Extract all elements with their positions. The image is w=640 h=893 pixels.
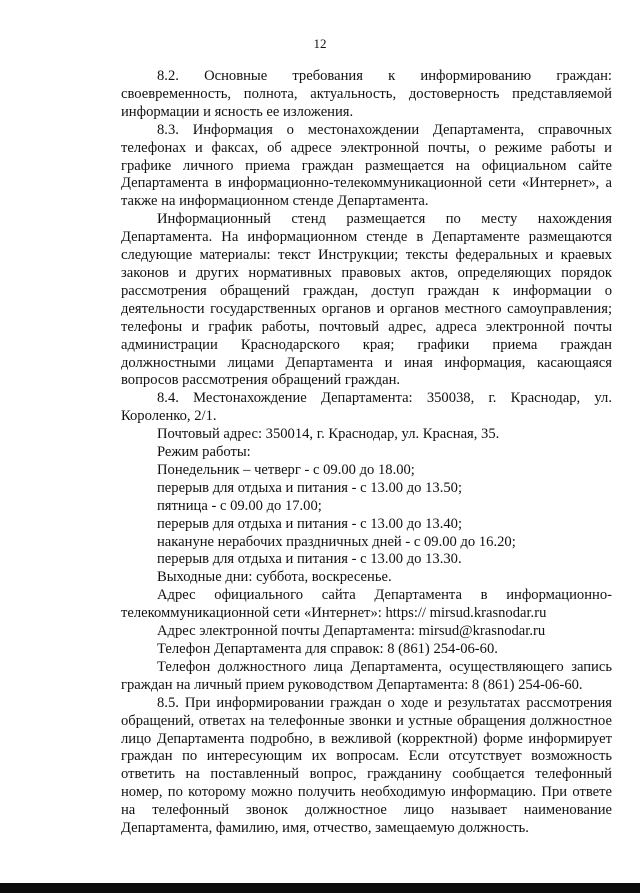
website-paragraph: Адрес официального сайта Департамента в информационно-телекоммуникационной сети «Интернет»: https:// mirsud.krasnodar.ru [121, 587, 612, 622]
schedule-line: перерыв для отдыха и питания - с 13.00 до 13.30. [157, 551, 462, 568]
document-body [121, 68, 612, 838]
paragraph-8-3: 8.3. Информация о местонахождении Департамента, справочных телефонах и факсах, об адресе электронной почты, о режиме работы и графике личного приема граждан размещается на официальном сайте Департамента в информационно-телекоммуникационной сети «Интернет», а также на информационном стенде Департамента. [121, 121, 612, 210]
email-line: Адрес электронной почты Департамента: mirsud@krasnodar.ru [157, 623, 546, 640]
weekend-line: Выходные дни: суббота, воскресенье. [157, 569, 392, 586]
schedule-block [121, 426, 612, 587]
page-number: 12 [313, 36, 327, 51]
paragraph-info-stand: Информационный стенд размещается по месту нахождения Департамента. На информационном стенде в Департаменте размещаются следующие материалы: текст Инструкции; тексты федеральных и краевых законов и других нормативных правовых актов, определяющих порядок рассмотрения обращений граждан, доступ граждан к информации о деятельности государственных органов и органов местного самоуправления; телефоны и график работы, почтовый адрес, адреса электронной почты администрации Краснодарского края; графики приема граждан должностными лицами Департамента и иная информация, касающаяся вопросов рассмотрения обращений граждан. [121, 211, 612, 389]
phone-line: Телефон Департамента для справок: 8 (861) 254-06-60. [157, 641, 498, 657]
work-mode-heading: Режим работы: [157, 444, 251, 461]
schedule-line: Понедельник – четверг - с 09.00 до 18.00; [157, 461, 415, 478]
schedule-line: накануне нерабочих праздничных дней - с 09.00 до 16.20; [157, 533, 516, 550]
postal-address-line: Почтовый адрес: 350014, г. Краснодар, ул. Красная, 35. [157, 426, 500, 443]
reception-phone-paragraph: Телефон должностного лица Департамента, осуществляющего запись граждан на личный прием руководством Департамента: 8 (861) 254-06-60. [121, 658, 612, 693]
paragraph-8-4: 8.4. Местонахождение Департамента: 350038, г. Краснодар, ул. Короленко, 2/1. [121, 390, 612, 425]
schedule-line: перерыв для отдыха и питания - с 13.00 до 13.50; [157, 479, 462, 496]
schedule-line: перерыв для отдыха и питания - с 13.00 до 13.40; [157, 515, 462, 532]
paragraph-8-5: 8.5. При информировании граждан о ходе и результатах рассмотрения обращений, ответах на телефонные звонки и устные обращения должностное лицо Департамента подробно, в вежливой (корректной) форме информирует граждан по интересующим их вопросам. Если отсутствует возможность ответить на поставленный вопрос, гражданину сообщается телефонный номер, по которому можно получить необходимую информацию. При ответе на телефонный звонок должностное лицо называет наименование Департамента, фамилию, имя, отчество, замещаемую должность. [121, 694, 612, 837]
scan-bottom-edge [0, 883, 640, 893]
paragraph-8-2: 8.2. Основные требования к информированию граждан: своевременность, полнота, актуальность, достоверность представляемой информации и ясность ее изложения. [121, 68, 612, 120]
schedule-line: пятница - с 09.00 до 17.00; [157, 497, 322, 514]
